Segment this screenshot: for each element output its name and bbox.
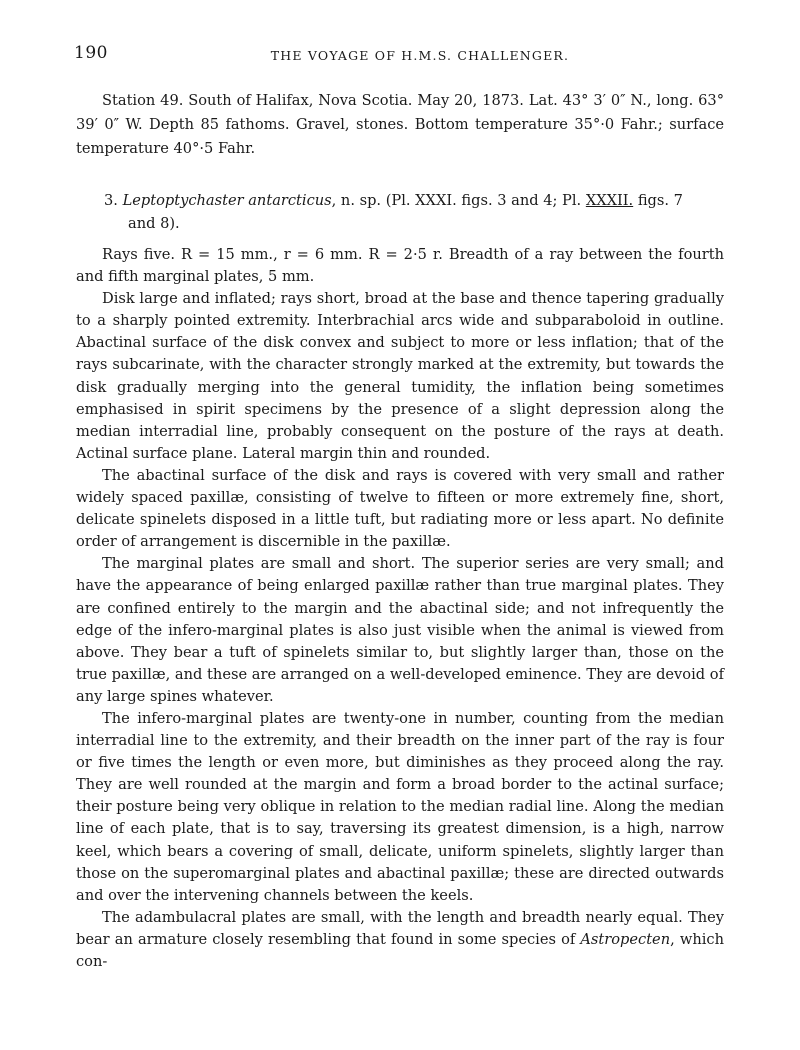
adambulacral-text-end: , which con-: [76, 930, 724, 970]
station-record: Station 49. South of Halifax, Nova Scotia. May 20, 1873. Lat. 43° 3′ 0″ N., long. 63° 39′ 0″ W. Depth 85 fathoms. Gravel, stones. Bottom temperature 35°·0 Fahr.; surface temperature 40°·5 Fahr.: [76, 92, 724, 157]
species-designation: , n. sp. (Pl. XXXI. figs. 3 and 4; Pl.: [331, 192, 582, 209]
plate-reference: XXXII.: [585, 192, 634, 209]
page-number: 190: [74, 43, 108, 63]
species-heading-continuation: and 8).: [128, 215, 180, 232]
abactinal-paragraph: The abactinal surface of the disk and rays is covered with very small and rather widely spaced paxillæ, consisting of twelve to fifteen or more extremely fine, short, delicate spinelets disposed in a little tuft, but radiating more or less apart. No definite order of arrangement is discernible in the paxillæ.: [76, 466, 724, 551]
species-name: Leptoptychaster antarcticus: [122, 192, 332, 209]
disk-paragraph: Disk large and inflated; rays short, broad at the base and thence tapering gradually to a sharply pointed extremity. Interbrachial arcs wide and subparaboloid in outline. Abactinal surface of the disk convex and subject to more or less inflation; that of the rays subcarinate, with the character strongly marked at the extremity, but towards the disk gradually merging into the general tumidity, the inflation being sometimes emphasised in spirit specimens by the presence of a slight depression along the median interradial line, probably consequent on the posture of the rays at death. Actinal surface plane. Lateral margin thin and rounded.: [76, 290, 724, 462]
measurements-paragraph: Rays five. R = 15 mm., r = 6 mm. R = 2·5 r. Breadth of a ray between the fourth and fifth marginal plates, 5 mm.: [76, 246, 724, 286]
infero-marginal-paragraph: The infero-marginal plates are twenty-one in number, counting from the median interradial line to the extremity, and their breadth on the inner part of the ray is four or five times the length or even more, but diminishes as they proceed along the ray. They are well rounded at the margin and form a broad border to the actinal surface; their posture being very oblique in relation to the median radial line. Along the median line of each plate, that is to say, traversing its greatest dimension, is a high, narrow keel, which bears a covering of small, delicate, uniform spinelets, slightly larger than those on the superomarginal plates and abactinal paxillæ; these are directed outwards and over the intervening channels between the keels.: [76, 709, 724, 904]
adambulacral-text: The adambulacral plates are small, with the length and breadth nearly equal. They bear an armature closely resembling that found in some species of: [76, 908, 724, 948]
species-heading: [104, 189, 724, 235]
running-title: THE VOYAGE OF H.M.S. CHALLENGER.: [270, 48, 570, 63]
genus-name: Astropecten: [580, 930, 671, 948]
body-text: [76, 244, 724, 973]
plate-figures: figs. 7: [637, 192, 683, 209]
species-number: 3.: [104, 192, 118, 209]
adambulacral-paragraph: [76, 907, 724, 973]
marginal-plates-paragraph: The marginal plates are small and short. The superior series are very small; and have the appearance of being enlarged paxillæ rather than true marginal plates. They are confined entirely to the margin and the abactinal side; and not infrequently the edge of the infero-marginal plates is also just visible when the animal is viewed from above. They bear a tuft of spinelets similar to, but slightly larger than, those on the true paxillæ, and these are arranged on a well-developed eminence. They are devoid of any large spines whatever.: [76, 555, 724, 705]
